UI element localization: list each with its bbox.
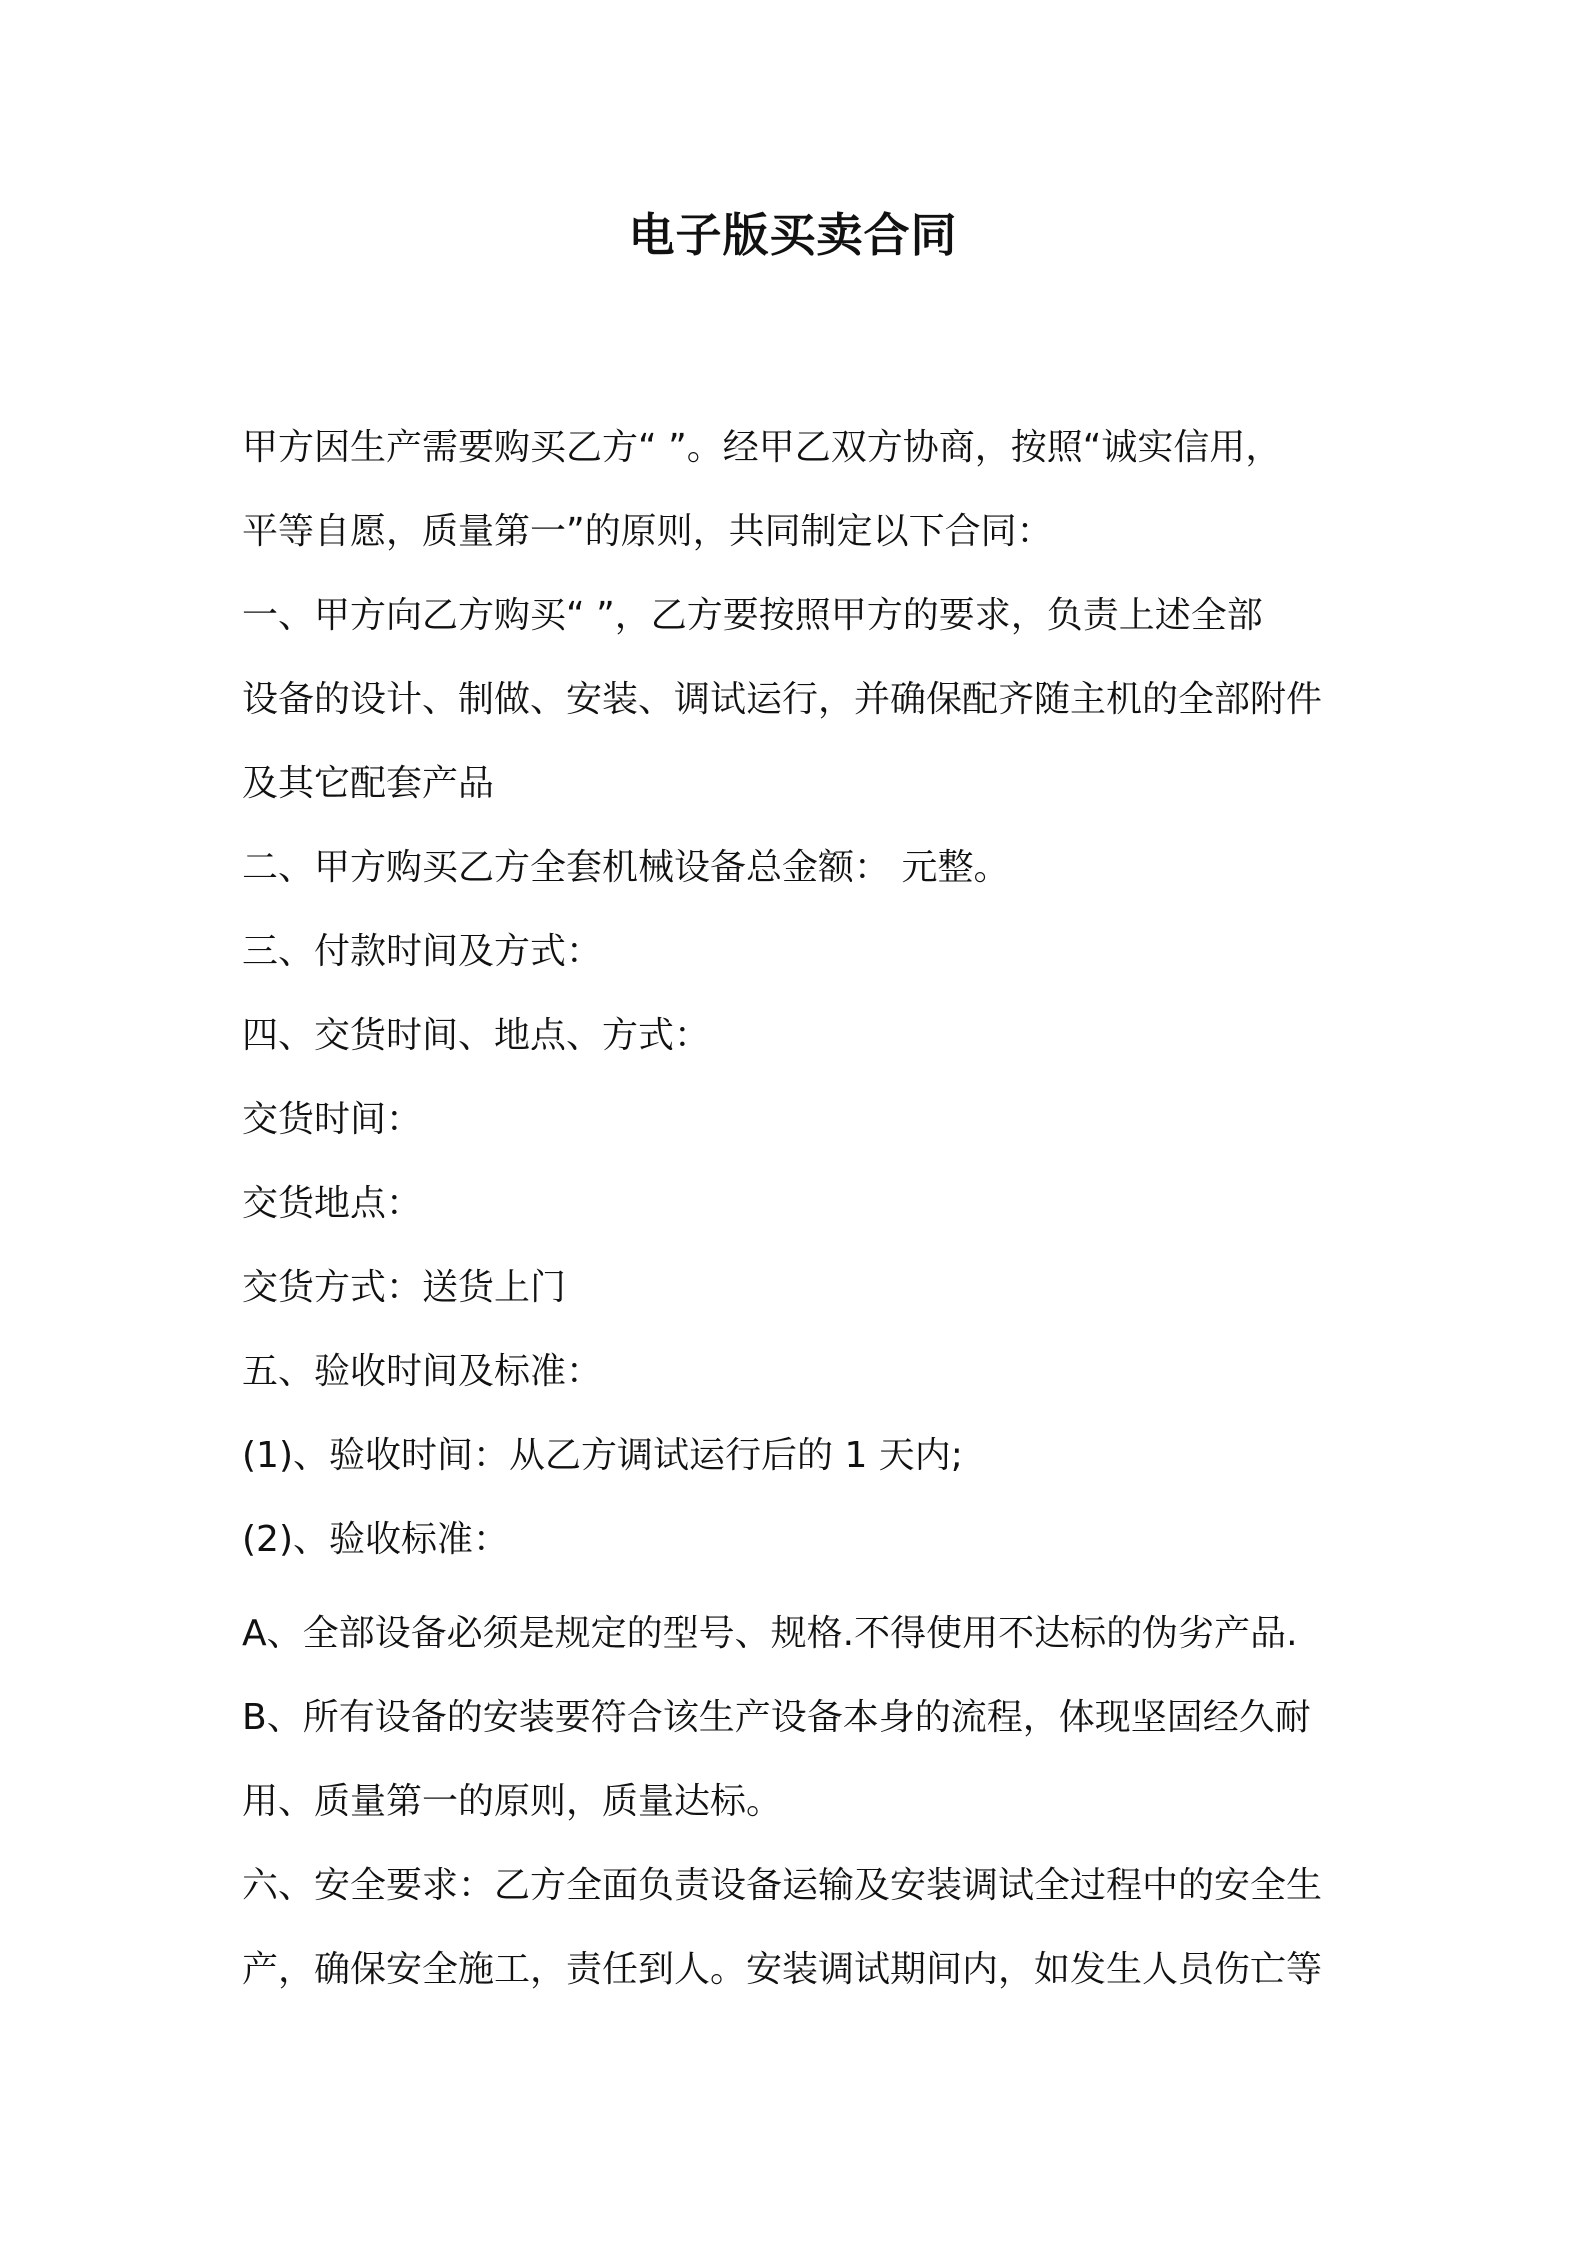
paragraph-line: A、全部设备必须是规定的型号、规格.不得使用不达标的伪劣产品. [242,1613,1298,1654]
paragraph-line: 平等自愿，质量第一”的原则，共同制定以下合同： [242,511,1053,552]
paragraph-line: 二、甲方购买乙方全套机械设备总金额： 元整。 [242,847,1010,888]
document-body [242,406,1372,2012]
paragraph-line: (1)、验收时间：从乙方调试运行后的 1 天内; [242,1435,963,1476]
paragraph-line: 六、安全要求：乙方全面负责设备运输及安装调试全过程中的安全生 [242,1865,1323,1906]
paragraph-line: B、所有设备的安装要符合该生产设备本身的流程，体现坚固经久耐 [242,1697,1311,1738]
paragraph-line: 交货时间： [242,1099,423,1140]
paragraph-line: 设备的设计、制做、安装、调试运行，并确保配齐随主机的全部附件 [242,679,1323,720]
paragraph-line: 及其它配套产品 [242,763,495,804]
paragraph-line: 一、甲方向乙方购买“ ”，乙方要按照甲方的要求，负责上述全部 [242,595,1263,636]
document-title: 电子版买卖合同 [628,208,958,262]
paragraph-line: 交货地点： [242,1183,423,1224]
paragraph-line: 五、验收时间及标准： [242,1351,603,1392]
paragraph-line: 产，确保安全施工，责任到人。安装调试期间内，如发生人员伤亡等 [242,1949,1323,1990]
paragraph-line: 用、质量第一的原则，质量达标。 [242,1781,783,1822]
paragraph-line: 甲方因生产需要购买乙方“ ”。经甲乙双方协商，按照“诚实信用， [242,427,1282,468]
paragraph-line: (2)、验收标准： [242,1519,509,1560]
paragraph-line: 四、交货时间、地点、方式： [242,1015,711,1056]
paragraph-line: 三、付款时间及方式： [242,931,603,972]
paragraph-line: 交货方式：送货上门 [242,1267,567,1308]
